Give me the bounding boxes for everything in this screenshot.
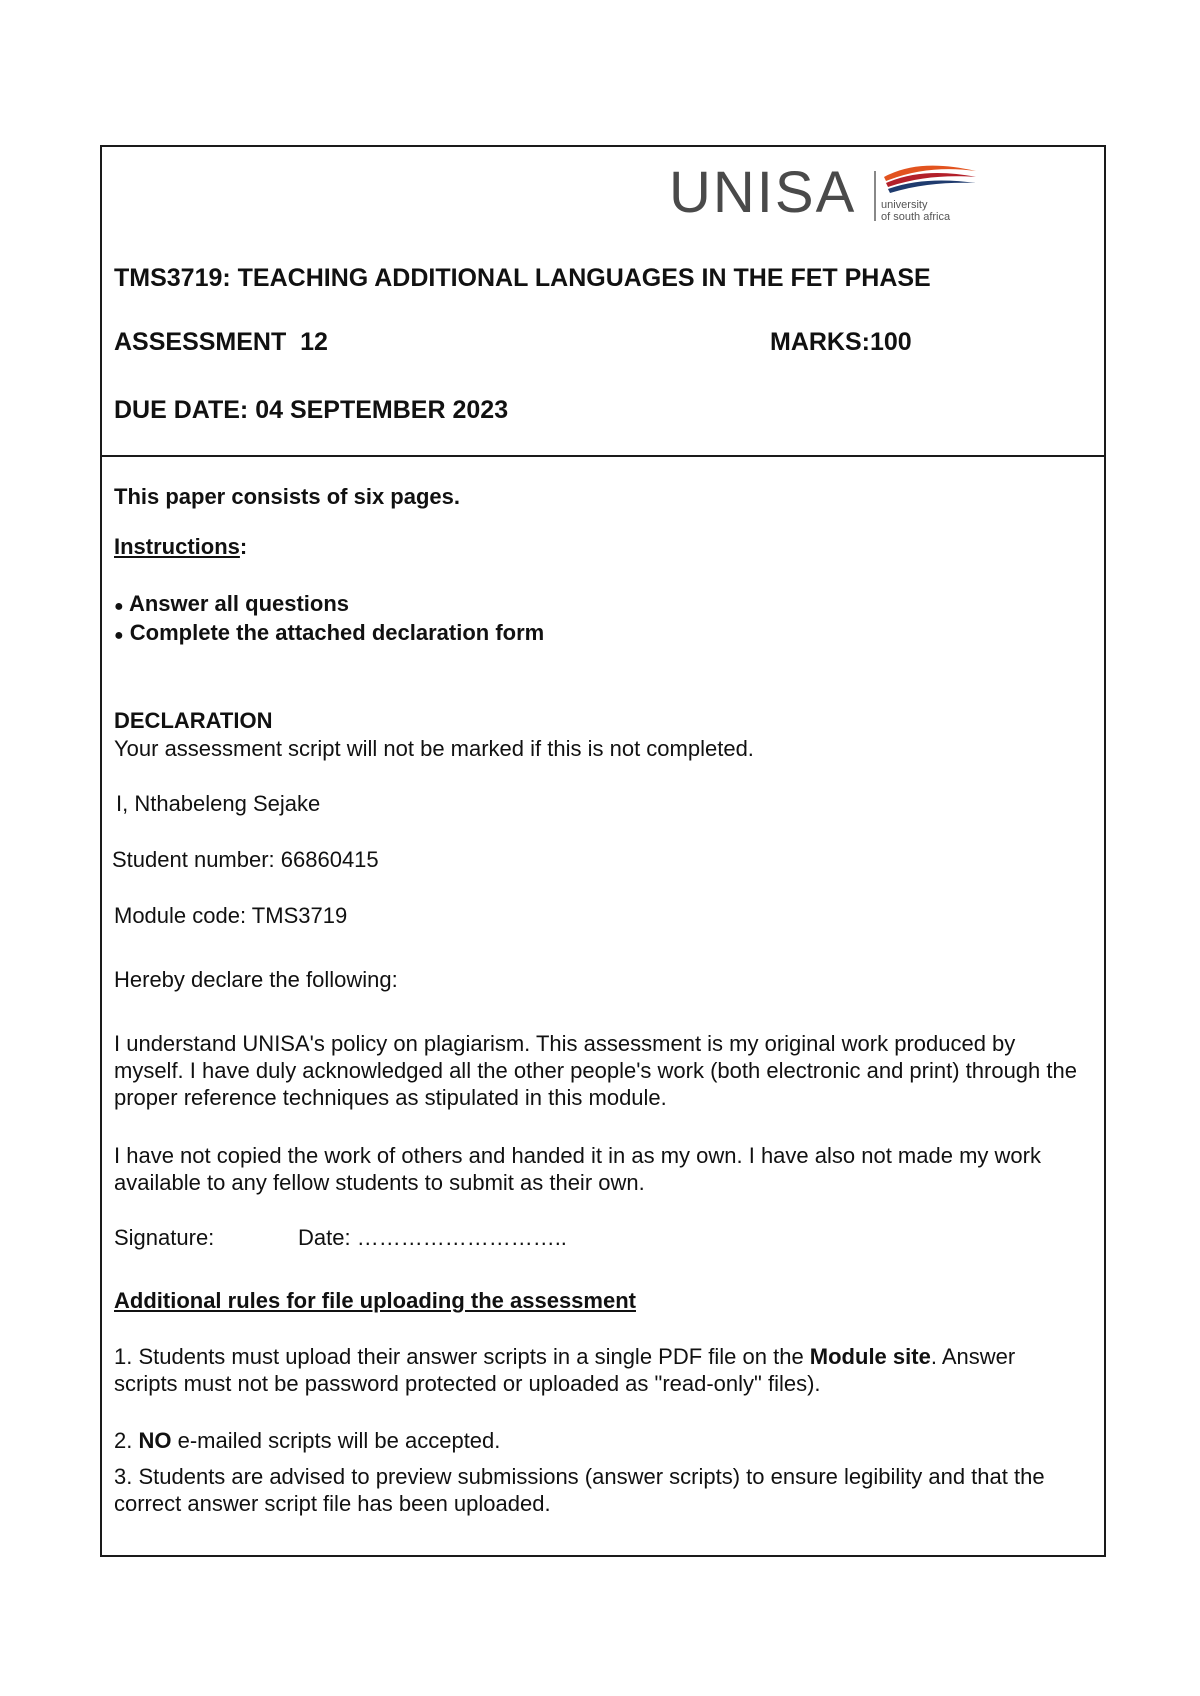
bullet-icon: ● bbox=[114, 598, 124, 615]
signature-label: Signature: bbox=[114, 1225, 215, 1250]
assessment-cover-frame bbox=[100, 145, 1106, 1557]
bullet-text: Answer all questions bbox=[128, 591, 350, 616]
hereby-declare: Hereby declare the following: bbox=[114, 967, 398, 992]
header-box bbox=[102, 147, 1104, 457]
plagiarism-paragraph: I understand UNISA's policy on plagiarism. This assessment is my original work produced by myself. I have duly acknowledged all the other people's work (both electronic and print) through the proper reference techniques as stipulated in this module. bbox=[114, 1031, 1077, 1110]
rule-1-continued: . Answer scripts must not be password protected or uploaded as "read-only" files). bbox=[114, 1344, 1016, 1396]
rule-2-text: e-mailed scripts will be accepted. bbox=[171, 1428, 501, 1453]
rule-2 bbox=[114, 1427, 1084, 1454]
logo-wordmark: UNISA bbox=[669, 160, 857, 225]
declaration-heading: DECLARATION bbox=[114, 708, 273, 733]
bullet-icon: ● bbox=[114, 627, 124, 644]
instruction-bullet-1 bbox=[114, 590, 1084, 620]
logo-swoosh-icon bbox=[880, 163, 980, 199]
instructions-label: Instructions bbox=[114, 534, 240, 559]
instruction-bullet-2 bbox=[114, 619, 1084, 649]
declaration-note: Your assessment script will not be marked if this is not completed. bbox=[114, 736, 754, 761]
rule-1 bbox=[114, 1343, 1084, 1397]
unisa-logo bbox=[669, 160, 979, 225]
module-title: TMS3719: TEACHING ADDITIONAL LANGUAGES IN THE FET PHASE bbox=[114, 264, 931, 292]
logo-subtext-line2: of south africa bbox=[881, 211, 951, 223]
marks-total: MARKS:100 bbox=[770, 328, 912, 356]
rule-2-number: 2. bbox=[114, 1428, 139, 1453]
upload-rules-heading: Additional rules for file uploading the assessment bbox=[114, 1288, 636, 1313]
logo-subtext-line1: university bbox=[881, 199, 928, 211]
logo-divider bbox=[874, 171, 876, 221]
due-date: DUE DATE: 04 SEPTEMBER 2023 bbox=[114, 396, 509, 424]
assessment-number: ASSESSMENT 12 bbox=[114, 328, 328, 356]
rule-3: 3. Students are advised to preview submissions (answer scripts) to ensure legibility and that the correct answer script file has been uploaded. bbox=[114, 1464, 1045, 1516]
signature-line bbox=[114, 1224, 1084, 1251]
date-label: Date: ……………………….. bbox=[298, 1225, 567, 1250]
student-number: Student number: 66860415 bbox=[112, 847, 379, 872]
instructions-colon: : bbox=[239, 534, 248, 559]
rule-1-text: 1. Students must upload their answer scripts in a single PDF file on the bbox=[114, 1344, 810, 1369]
logo-subtext bbox=[881, 199, 950, 223]
module-code: Module code: TMS3719 bbox=[114, 903, 348, 928]
no-emphasis: NO bbox=[138, 1428, 172, 1453]
declarant-name: I, Nthabeleng Sejake bbox=[116, 791, 321, 816]
page-count-note: This paper consists of six pages. bbox=[114, 484, 460, 509]
module-site-emphasis: Module site bbox=[809, 1344, 931, 1369]
not-copied-paragraph: I have not copied the work of others and handed it in as my own. I have also not made my work available to any fellow students to submit as their own. bbox=[114, 1143, 1041, 1195]
bullet-text: Complete the attached declaration form bbox=[129, 620, 545, 645]
instructions-heading bbox=[114, 533, 1084, 560]
